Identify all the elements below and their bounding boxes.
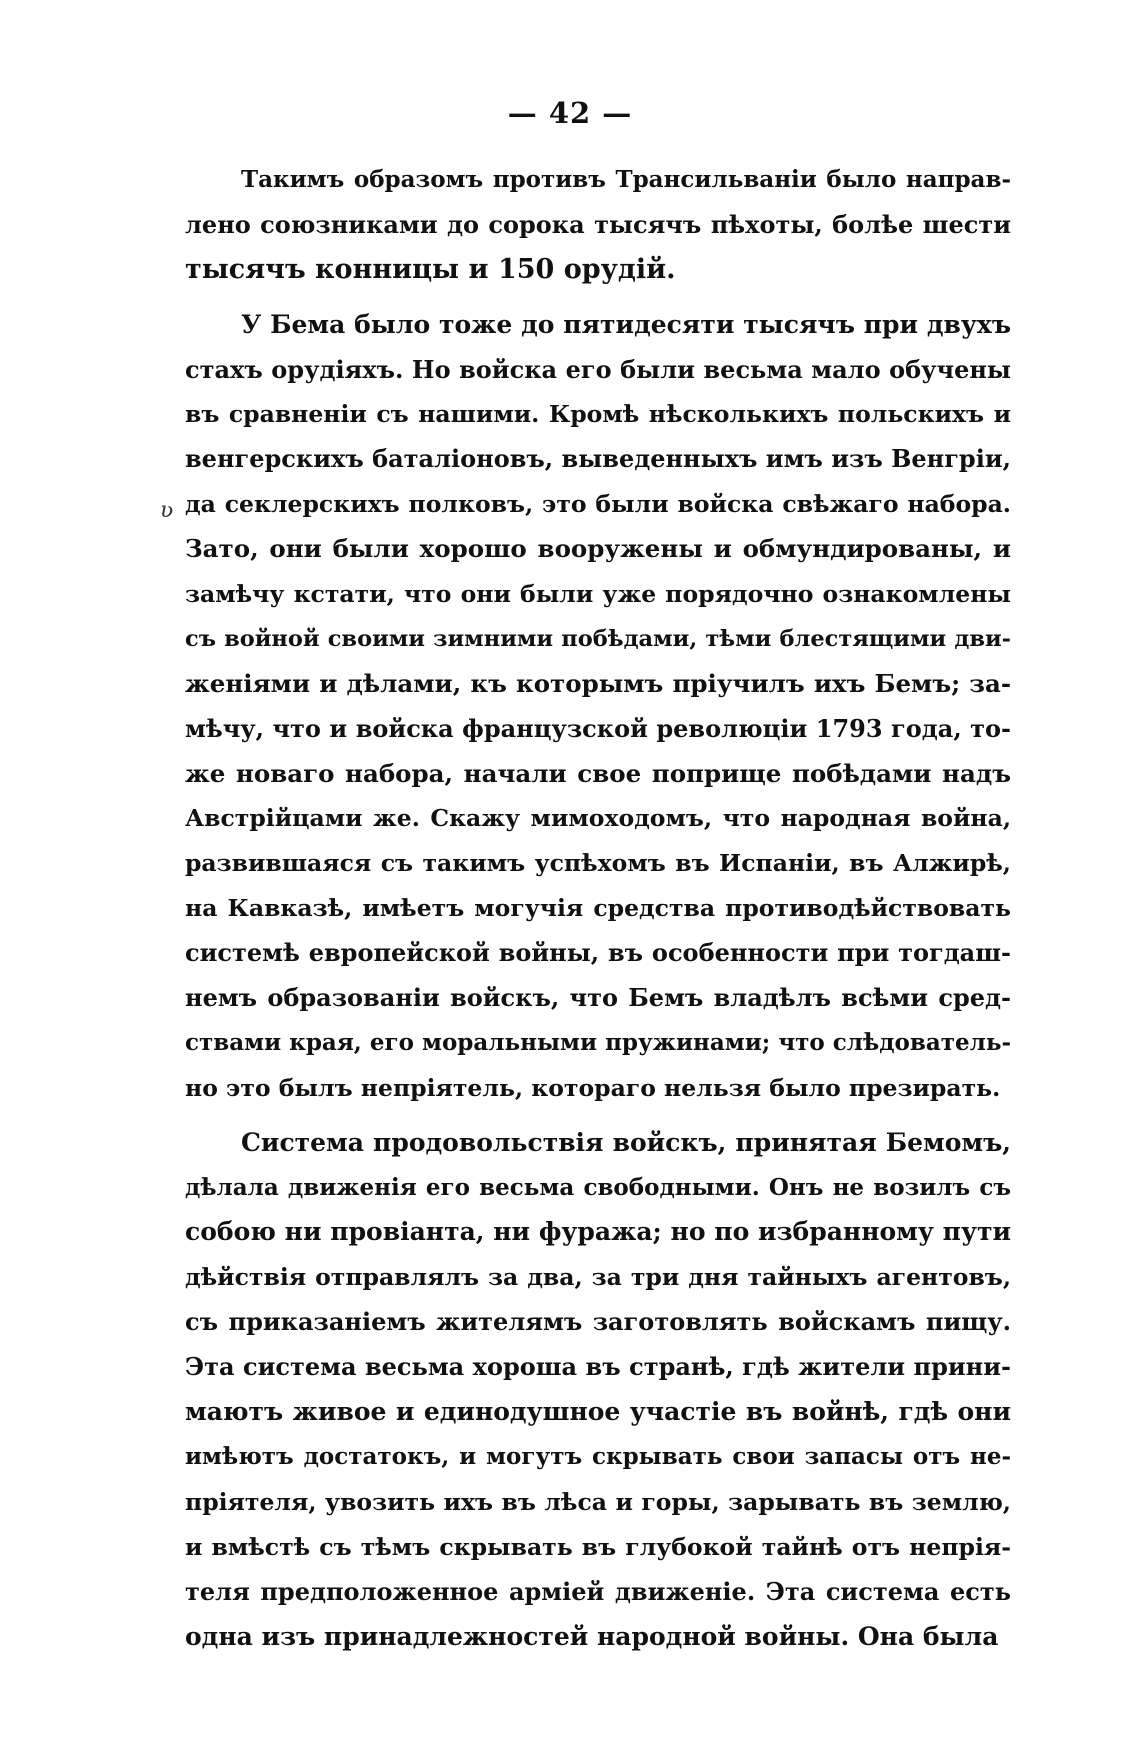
text-line: Эта система весьма хороша въ странѣ, гдѣ жители прини- xyxy=(185,1352,1011,1382)
text-line: да секлерскихъ полковъ, это были войска свѣжаго набора. xyxy=(185,490,1011,519)
paragraph-gap xyxy=(185,293,1011,303)
text-line: тысячъ конницы и 150 орудiй. xyxy=(185,253,676,285)
text-line: дѣйствiя отправлялъ за два, за три дня тайныхъ агентовъ, xyxy=(185,1263,1011,1292)
text-line: Такимъ образомъ противъ Трансильванiи было направ- xyxy=(241,166,1011,193)
text-line: одна изъ принадлежностей народной войны. Она была xyxy=(185,1621,999,1651)
text-line: дѣлала движенiя его весьма свободными. Онъ не возилъ съ xyxy=(185,1173,1011,1201)
text-line: лено союзниками до сорока тысячъ пѣхоты, болѣе шести xyxy=(185,209,1011,239)
text-line: на Кавказѣ, имѣетъ могучiя средства противодѣйствовать xyxy=(185,894,1011,923)
margin-mark: ʋ xyxy=(160,498,174,523)
text-line: мѣчу, что и войска французской революцiи 1793 года, то- xyxy=(185,713,1011,743)
text-line: системѣ европейской войны, въ особенности при тогдаш- xyxy=(185,938,1011,968)
text-line: въ сравненiи съ нашими. Кромѣ нѣсколькихъ польскихъ и xyxy=(185,400,1011,429)
text-line: прiятеля, увозить ихъ въ лѣса и горы, зарывать въ землю, xyxy=(185,1487,1011,1516)
text-line: собою ни провiанта, ни фуража; но по избранному пути xyxy=(185,1217,1011,1247)
text-line: У Бема было тоже до пятидесяти тысячъ при двухъ xyxy=(241,309,1011,339)
text-line: Зато, они были хорошо вооружены и обмундированы, и xyxy=(185,534,1011,564)
text-line: и вмѣстѣ съ тѣмъ скрывать въ глубокой тайнѣ отъ непрiя- xyxy=(185,1532,1011,1561)
text-line: съ войной своими зимними побѣдами, тѣми блестящими дви- xyxy=(185,625,1011,652)
paragraph xyxy=(185,303,1011,1111)
text-line: замѣчу кстати, что они были уже порядочно ознакомлены xyxy=(185,580,1011,609)
text-line: имѣютъ достатокъ, и могутъ скрывать свои запасы отъ не- xyxy=(185,1442,1011,1470)
text-line: венгерскихъ баталiоновъ, выведенныхъ имъ изъ Венгрiи, xyxy=(185,444,1011,474)
paragraph xyxy=(185,1121,1011,1660)
text-line: развившаяся съ такимъ успѣхомъ въ Испанiи, въ Алжирѣ, xyxy=(185,849,1011,878)
text-line: стахъ орудiяхъ. Но войска его были весьма мало обучены xyxy=(185,354,1011,384)
text-line: женiями и дѣлами, къ которымъ прiучилъ ихъ Бемъ; за- xyxy=(185,668,1011,698)
paragraph-gap xyxy=(185,1111,1011,1121)
text-line: но это былъ непрiятель, котораго нельзя было презирать. xyxy=(185,1073,1001,1102)
text-line: ствами края, его моральными пружинами; что слѣдователь- xyxy=(185,1028,1011,1056)
page-number: — 42 — xyxy=(507,96,633,130)
text-line: съ приказанiемъ жителямъ заготовлять войскамъ пищу. xyxy=(185,1307,1011,1337)
text-line: теля предположенное армiей движенiе. Эта система есть xyxy=(185,1576,1011,1606)
text-line: маютъ живое и единодушное участiе въ войнѣ, гдѣ они xyxy=(185,1397,1011,1427)
text-line: Система продовольствiя войскъ, принятая Бемомъ, xyxy=(241,1127,1011,1157)
text-line: немъ образованiи войскъ, что Бемъ владѣлъ всѣми сред- xyxy=(185,983,1011,1013)
body-text xyxy=(185,158,1011,1659)
paragraph xyxy=(185,158,1011,293)
text-line: же новаго набора, начали свое поприще побѣдами надъ xyxy=(185,758,1011,788)
text-line: Австрiйцами же. Скажу мимоходомъ, что народная война, xyxy=(185,804,1011,833)
